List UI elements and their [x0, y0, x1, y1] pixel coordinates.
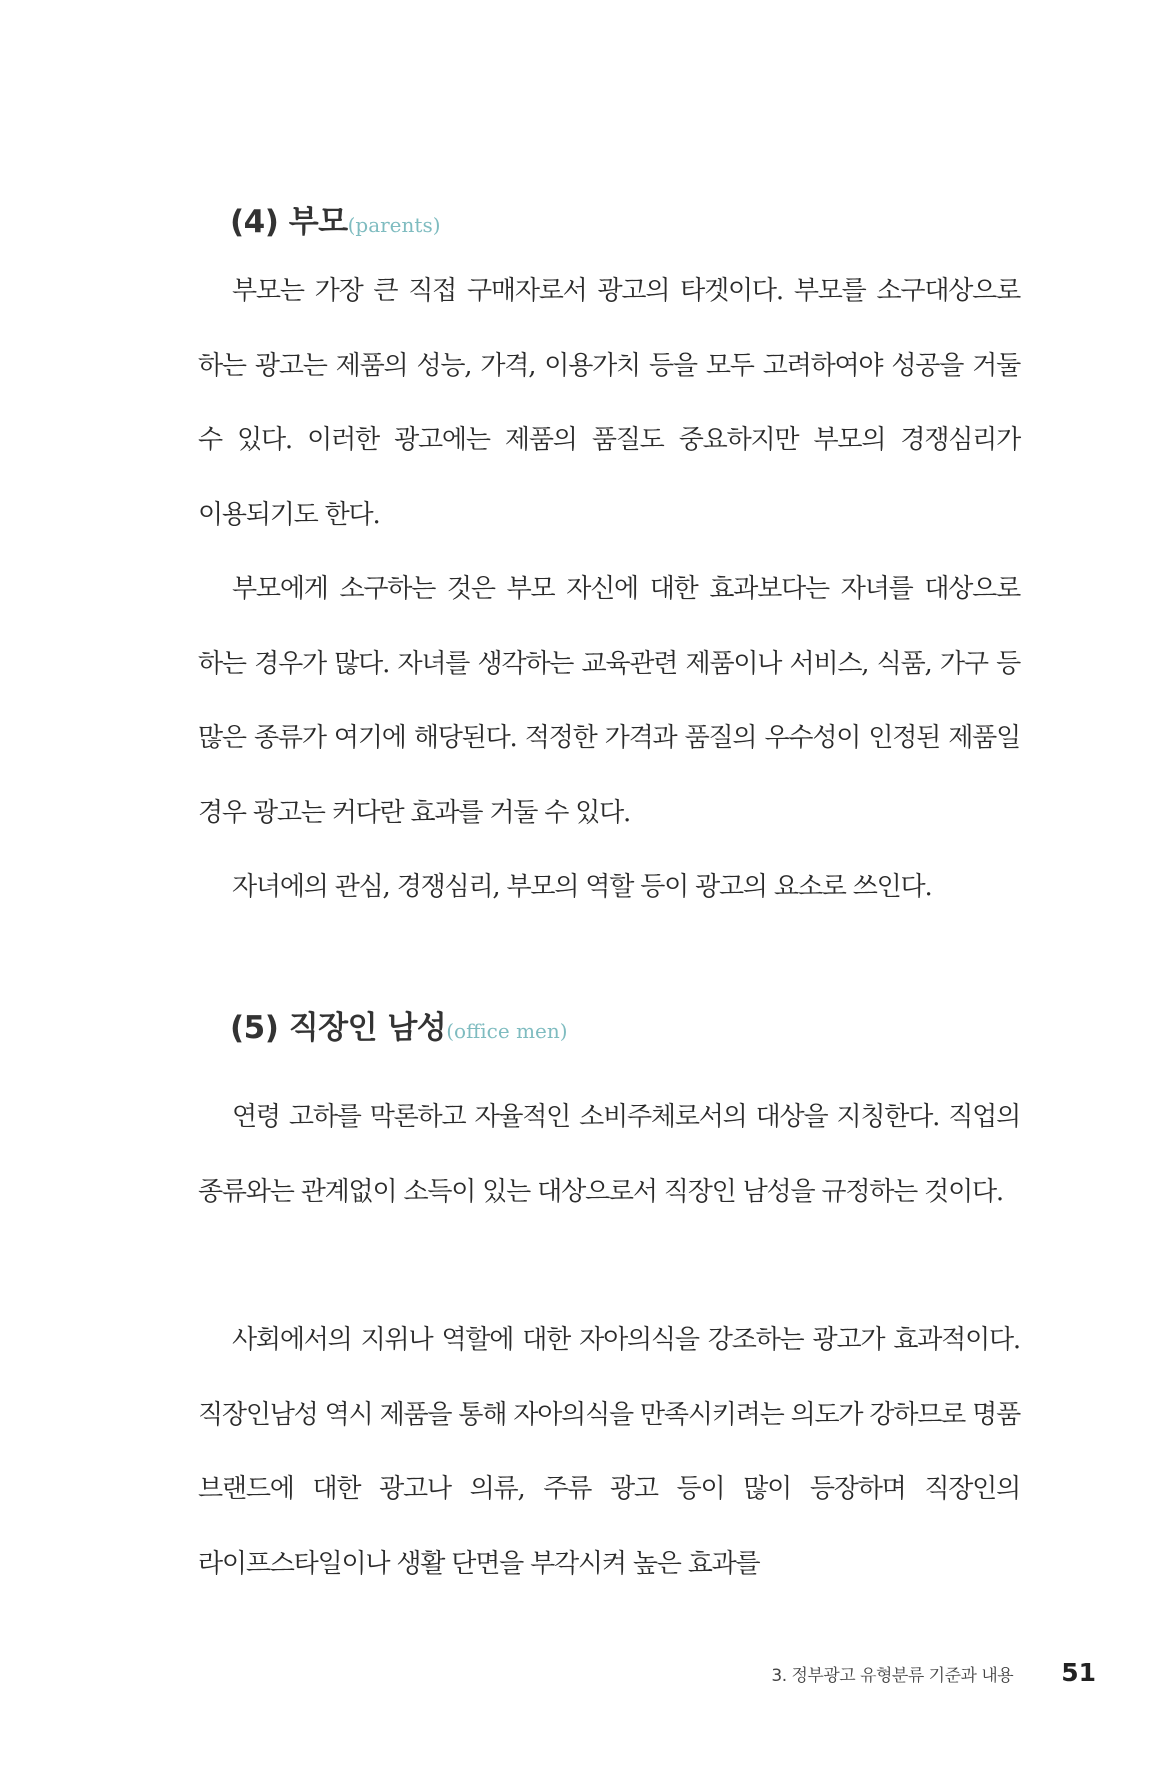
section-heading-text: (5) 직장인 남성	[230, 1010, 447, 1046]
footer-chapter-title: 3. 정부광고 유형분류 기준과 내용	[771, 1666, 1014, 1686]
paragraph: 부모는 가장 큰 직접 구매자로서 광고의 타겟이다. 부모를 소구대상으로 하는 광고는 제품의 성능, 가격, 이용가치 등을 모두 고려하여야 성공을 거둘 수 있다. 이러한 광고에는 제품의 품질도 중요하지만 부모의 경쟁심리가 이용되기도 한다.	[198, 276, 1020, 530]
section-heading-office-men	[230, 1002, 568, 1047]
paragraph: 사회에서의 지위나 역할에 대한 자아의식을 강조하는 광고가 효과적이다. 직장인남성 역시 제품을 통해 자아의식을 만족시키려는 의도가 강하므로 명품 브랜드에 대한 광고나 의류, 주류 광고 등이 많이 등장하며 직장인의 라이프스타일이나 생활 단면을 부각시켜 높은 효과를	[198, 1325, 1020, 1579]
section-heading-english: (office men)	[446, 1019, 568, 1043]
section-heading-english: (parents)	[347, 213, 441, 237]
page-footer	[771, 1658, 1096, 1687]
paragraph: 연령 고하를 막론하고 자율적인 소비주체로서의 대상을 지칭한다. 직업의 종류와는 관계없이 소득이 있는 대상으로서 직장인 남성을 규정하는 것이다.	[198, 1102, 1020, 1207]
section-heading-parents	[230, 196, 441, 241]
paragraph: 부모에게 소구하는 것은 부모 자신에 대한 효과보다는 자녀를 대상으로 하는 경우가 많다. 자녀를 생각하는 교육관련 제품이나 서비스, 식품, 가구 등 많은 종류가 여기에 해당된다. 적정한 가격과 품질의 우수성이 인정된 제품일 경우 광고는 커다란 효과를 거둘 수 있다.	[198, 574, 1020, 828]
paragraph: 자녀에의 관심, 경쟁심리, 부모의 역할 등이 광고의 요소로 쓰인다.	[232, 872, 932, 902]
page-number: 51	[1061, 1658, 1096, 1687]
section-heading-text: (4) 부모	[230, 204, 348, 240]
